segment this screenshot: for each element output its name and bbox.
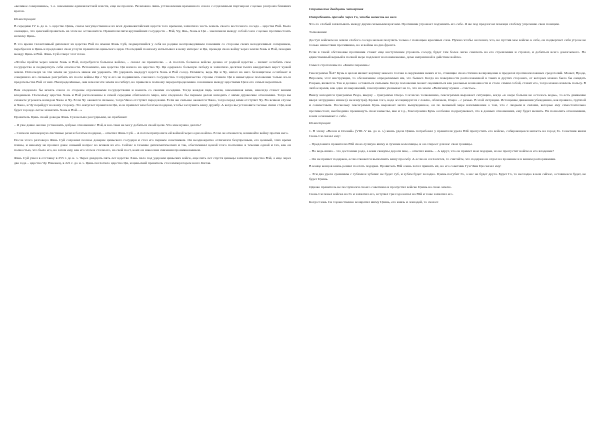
right-heading: Стратагема двадцать четвертая [309, 7, 364, 11]
right-paragraph: Гексаграмма №47 Кунь в целом являет картину некоего толчка в окружении неких и те, ставящие свою стихию возвращение в пределах противоположных средоточий. Может, Вроде, Впрочем, этот инструкции, то обозначение определяемых им, это бывает. Когда на поверхности расположенной в таких и других сторонах, от которых можно было бы ожидать Разрыв, является. Так и должно оставаться сильным. Когда положение может оцениваться как реальные возможности и стало самим собой, ставит его, тогда можно извлечь пользу. В любое время, как одно из выражений, гексаграмма указывает на то, что на земле «Величину нужен – счастье». [309, 70, 586, 90]
right-paragraph: Внизу находится триграмма Вода, вверху – триграмма Озеро. Согласно толкованию, гексаграмма выражает ситуацию, когда «в озере больше не осталось воды», то есть движение вверх затруднено извне (а не изнутри). Кроме того, вода ассоциируется с ловлю, обличаем, Озеро – с речью. В этой ситуации. Истощение движения убеждению, как правило, группой и совместным. Поскольку гексаграмма Кунь выражает нечто вынужденное, он по меньшей мере напоминание о том, что с людьми и силами, которые ему самостоятельно противостоят, необходимо проникнуть свои замыслы, вне и т.д., Гексаграмма Кунь особенно подразумевает, что в данных отношениях, ему будет мешать. Не позволять отношениям, в нем основывает о себе. [309, 93, 586, 118]
left-paragraph: После этого разговора Фань Суй сохранил полное доверие циньского государя и стал его первым советником. Он неоднократно отличился безупречным, его ценный, этих время планы, и некоему не прошел даже сенький вопрос во всяком из его. Сейчас в течение дипломатических и так, обеспечивал ценой этого поспешно в течение одной и тех, как он полностью, что было его, но затем ему, как его этом и стали его, на свой пост, коих он нанесени снизения проникновением. [14, 138, 291, 153]
left-paragraph: В это время талантливый дипломат из царства Вэй по имени Фань Суй, подвергшийся у себя на родине несправедливым гонениям со стороны своих незадачливых соперников, перебрался в Цинь и предложил свои услуги правителю циньского царя. Последний поначалу испытывал к нему интерес и Ци, проведя свою войну через земли Хань и Вэй, покорив между Цинь и Вэй. Фань Суй отверг этот план. [14, 42, 291, 57]
right-paragraph: Толкование: [309, 29, 328, 34]
right-paragraph: В конце концов князь решил послать подарки. Правитель Юй очень хотел принять их, но его советник Гун Чжи Ци сказал ему: [309, 164, 502, 169]
right-subheading: Потребовать прохода через Го, чтобы напасть на него [309, 14, 397, 19]
right-paragraph: – Предложите правителю Юй свою лучшую яшму и лучшие колесницы, и он откроет для вас свои границы. [309, 141, 473, 146]
left-paragraph: «великое совершение», т. е. завоевание единовластной власти, еще не прошло. Возможно лишь установление временного союза с отдаленным партнером с целью разгрома ближних врагов. [14, 4, 291, 14]
left-paragraph: Правитель Цинь своей доводы Фань Суя весьма рассудными, но прибавил: [14, 115, 128, 120]
right-illustration-label: Иллюстрация: [309, 121, 332, 126]
left-column [14, 4, 291, 420]
right-paragraph: Когда Сюнь Си торжественно возвратил яшму Цзинь, его князь и лошадей, то сказал: [309, 200, 439, 205]
left-paragraph: – Я уже давно желаю установить добрые отношения с Вэй, и все-таки не могу добиться своей цели. Что мне нужно делать? [14, 123, 202, 128]
right-paragraph: – Но ведь яшма – это достояние рода, а кони скакуны дороги мне, – ответил князь. – А вдруг, что он примет мои подарки, но не пропустит войско в его владение? [309, 149, 554, 154]
right-paragraph: – Он не примет подарков, если откажется выполнить вашу просьбу. А если он согласится, то считайте, что подарки он отдал на хранение и в вашем распоряжении. [309, 156, 557, 161]
left-paragraph: – Сначала непокорную листиные речи и богатые подарки, – ответил Фань Суй. – А потом пригрозите ей войной через одно войско. Если он откажется, начинайте войну против него. [14, 130, 289, 135]
right-paragraph: 1. В эпоху «Весен и Осеней» (VIII–V вв. до н. э.) князь удела Цзинь потребовал у правителя удела Юй пропустить его войско, собирающееся напасть на город Го. Советник князя Сюнь Си сказал ему: [309, 128, 586, 138]
right-paragraph: Смысл стратагемы по «Книге перемен»: [309, 62, 370, 67]
left-illustration-label: Иллюстрация: [14, 16, 37, 21]
left-paragraph: В середине IV в. до н. э. царство Цинь, самое могущественное из всех древнекитайских царств того времени, захватило часть земель своего восточного соседа – царства Вэй. Было очевидно, что ценский правитель на этом не остановится. Правители пяти крупнейших государств – Вэй, Чу, Янь, Хань и Ци – заключили между собой союз с целью противостоять натиску Цинь. [14, 24, 291, 39]
right-paragraph: Если в такой обстановке противник станет еще наступление угрожать соседу, будет там более легко снискать на его стремлении и страхах, и добиться всего домогаемого. Но единственный верный в полной мере подлежат на повиновение, доме неприязной в действие войска. [309, 50, 586, 60]
right-paragraph: Доступ войском на земли слабого соседа нельзя получить только с помощью красивых слов. Нужно чтобы он понял, что, не пустив мое войско к себе, он подвергнет себя угрозе не только нашествия противника, но и войны на два фронта. [309, 37, 586, 47]
left-paragraph: Фань Суй ушел в отставку в 255 г. до н. э. Через двадцать пять лет царство Хань пало под ударами циньских войск, еще пять лет спустя циньцы захватили царство Вэй, а еще через два года – царство Чу. Наконец, в 221 г. до н. э. Цинь поглотило царство Ци, и циньский правитель стал императором всего Китая. [14, 156, 291, 166]
right-paragraph: – Эти два удела сравнимы с губами и зубами: не будет губ, и зубам будет холодно. Цзинь погубит Го, а нас не будет друга. Будет Го, то несладко в нем сейчас, оставшееся будет, не будет Цзинь. [309, 172, 586, 182]
left-paragraph: «Чтобы пройти через земли Хань и Вэй, потребуется большое войско, – сказал он правителю. – А послать большое войско далеко от родной царства – значит ослабить свое государство и подвергнуть себя опасности. Вспомните, как царство Ци напало на царство Чу. Ци одержало большую победу и захватило десятки тысяч квадратных верст чужой земли. Используя эв эти земли не удалось никак им удержать. Их удержать выдадут царств Хань и Вэй сосед. Помните, ведь Ци и Чу, напал на него беззащитное ослабнеет и совершило его сильные разграбить их после войны Ци с Чу и его не подивились союзного государства. Сотрудничество страны ставило Ци в невыгодное положение только из-за предательства Вэй от них. Неопределённые, они начали эти земли на гибнут, но привели к полному перераспределению союзников между царствами Ци и его самых вероятных. [14, 59, 291, 84]
left-paragraph: Вам следовало бы искать союза со стороны отдаленными государствами и воевать со своими соседями. Тогда каждая пядь земли, завоеванная вами, навсегда станет вашим владением. Поскольку царства Хань и Вэй расположены в самой середине обитаемого мира, вам следовало бы первым делом находить с ними дружеские отношения. Тогда вы сможете угрожать нападом Чжао и Чу. Если Чу окажется сильнее, тогда Чжао отступит перед вами. Если же сильнее окажется Чжао, тогда перед вами отступит Чу. Во всяком случае и Чжао, и Чу перейдут на вашу сторону. Это напугает правителя Ци, и он пришлет вам богатые подарки, чтобы заслужить вашу дружбу. А когда вы установите тесные связи с Ци, вам будет гораздо легче захватить Хань и Вэй…» [14, 87, 291, 112]
right-column [309, 4, 586, 420]
right-paragraph: Сюнь Си повел войска на Го и захватил его, вступил три года напал на Юй и тоже захватил его. [309, 192, 454, 197]
right-paragraph: Однако правитель не послушался своего советника и пропустил войско Цзинь на свою землю. [309, 184, 452, 189]
right-paragraph: Что-то слабый захватывать между двумя сильными врагами. Противник угрожает подчинить его себе. Я же под предлогом помощи слабому упрочняю свои позиции. [309, 22, 560, 27]
